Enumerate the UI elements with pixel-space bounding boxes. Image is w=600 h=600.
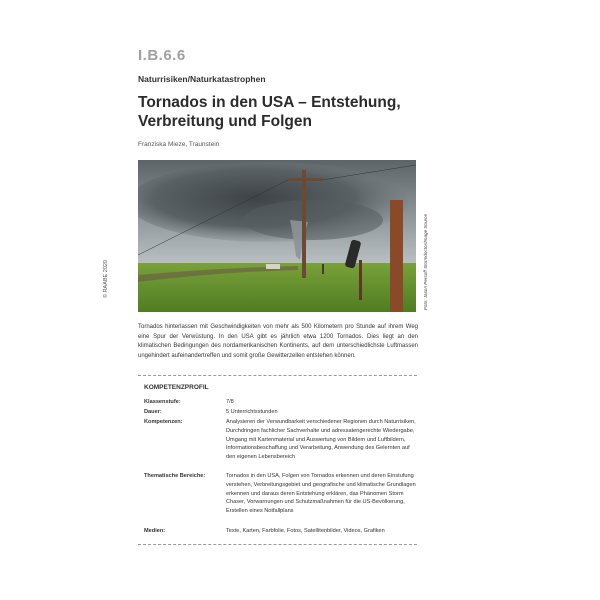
profile-label: Dauer: xyxy=(144,409,162,415)
author-line: Franziska Mieze, Traunstein xyxy=(138,141,220,148)
profile-label: Kompetenzen: xyxy=(144,419,183,425)
fence-post xyxy=(322,264,324,274)
photo-credit: Foto: Jason Persoff Stormdoctor/Image Source xyxy=(423,213,428,310)
utility-pole xyxy=(302,170,306,278)
profile-value: 5 Unterrichtsstunden xyxy=(226,409,278,415)
farmhouse xyxy=(266,264,280,269)
profile-value: 7/8 xyxy=(226,399,234,405)
profile-value: Texte, Karten, Farbfolie, Fotos, Satellitenbilder, Videos, Grafiken xyxy=(226,528,385,534)
wall-cloud xyxy=(243,200,383,240)
tornado-photo xyxy=(138,160,416,312)
copyright-note: © RAABE 2020 xyxy=(103,260,109,298)
intro-paragraph: Tornados hinterlassen mit Geschwindigkeiten von mehr als 500 Kilometern pro Stunde auf ihrem Weg eine Spur der Verwüstung. In den USA gibt es jährlich etwa 1200 Tornados. Dies liegt an den klimatischen Bedingungen des nordamerikanischen Kontinents, auf dem unterschiedlichste Luftmassen ungehindert aufeinandertreffen und somit große Gewitterzellen entstehen können. xyxy=(138,324,418,359)
profile-label: Medien: xyxy=(144,528,166,534)
title-line-1: Tornados in den USA – Entstehung, xyxy=(138,94,401,111)
category-label: Naturrisiken/Naturkatastrophen xyxy=(138,74,266,84)
profile-label: Thematische Bereiche: xyxy=(144,473,206,479)
title-line-2: Verbreitung und Folgen xyxy=(138,113,312,130)
tornado-photo-graphic xyxy=(138,160,416,312)
wooden-post xyxy=(390,200,403,312)
section-code: I.B.6.6 xyxy=(138,47,186,64)
page-title xyxy=(138,93,438,131)
divider-top xyxy=(138,375,417,376)
profile-value: Analysieren der Verwundbarkeit verschiedener Regionen durch Naturrisiken, Durchdringen fachlicher Sachverhalte und adressatengerechte Wiedergabe, Umgang mit Kartenmaterial und Auswertung von Bildern und Luftbildern, Informationsbeschaffung und Verarbeitung, Anwendung des Gelernten auf den eigenen Lebensbereich xyxy=(226,419,416,461)
divider-bottom xyxy=(138,544,417,545)
sign-post xyxy=(359,260,362,300)
profile-label: Klassenstufe: xyxy=(144,399,181,405)
profile-value: Tornados in den USA, Folgen von Tornados erkennen und deren Einstufung verstehen, Verbreitungsgebiet und geografische und klimatische Grundlagen erkennen und daraus deren Entstehung erklären, das Phänomen Storm Chaser, Vorwarnungen und Schutzmaßnahmen für die US-Bevölkerung, Erstellen eines Notfallplans xyxy=(226,473,416,515)
pole-crossbar xyxy=(288,178,322,181)
profile-heading: KOMPETENZPROFIL xyxy=(144,384,209,391)
